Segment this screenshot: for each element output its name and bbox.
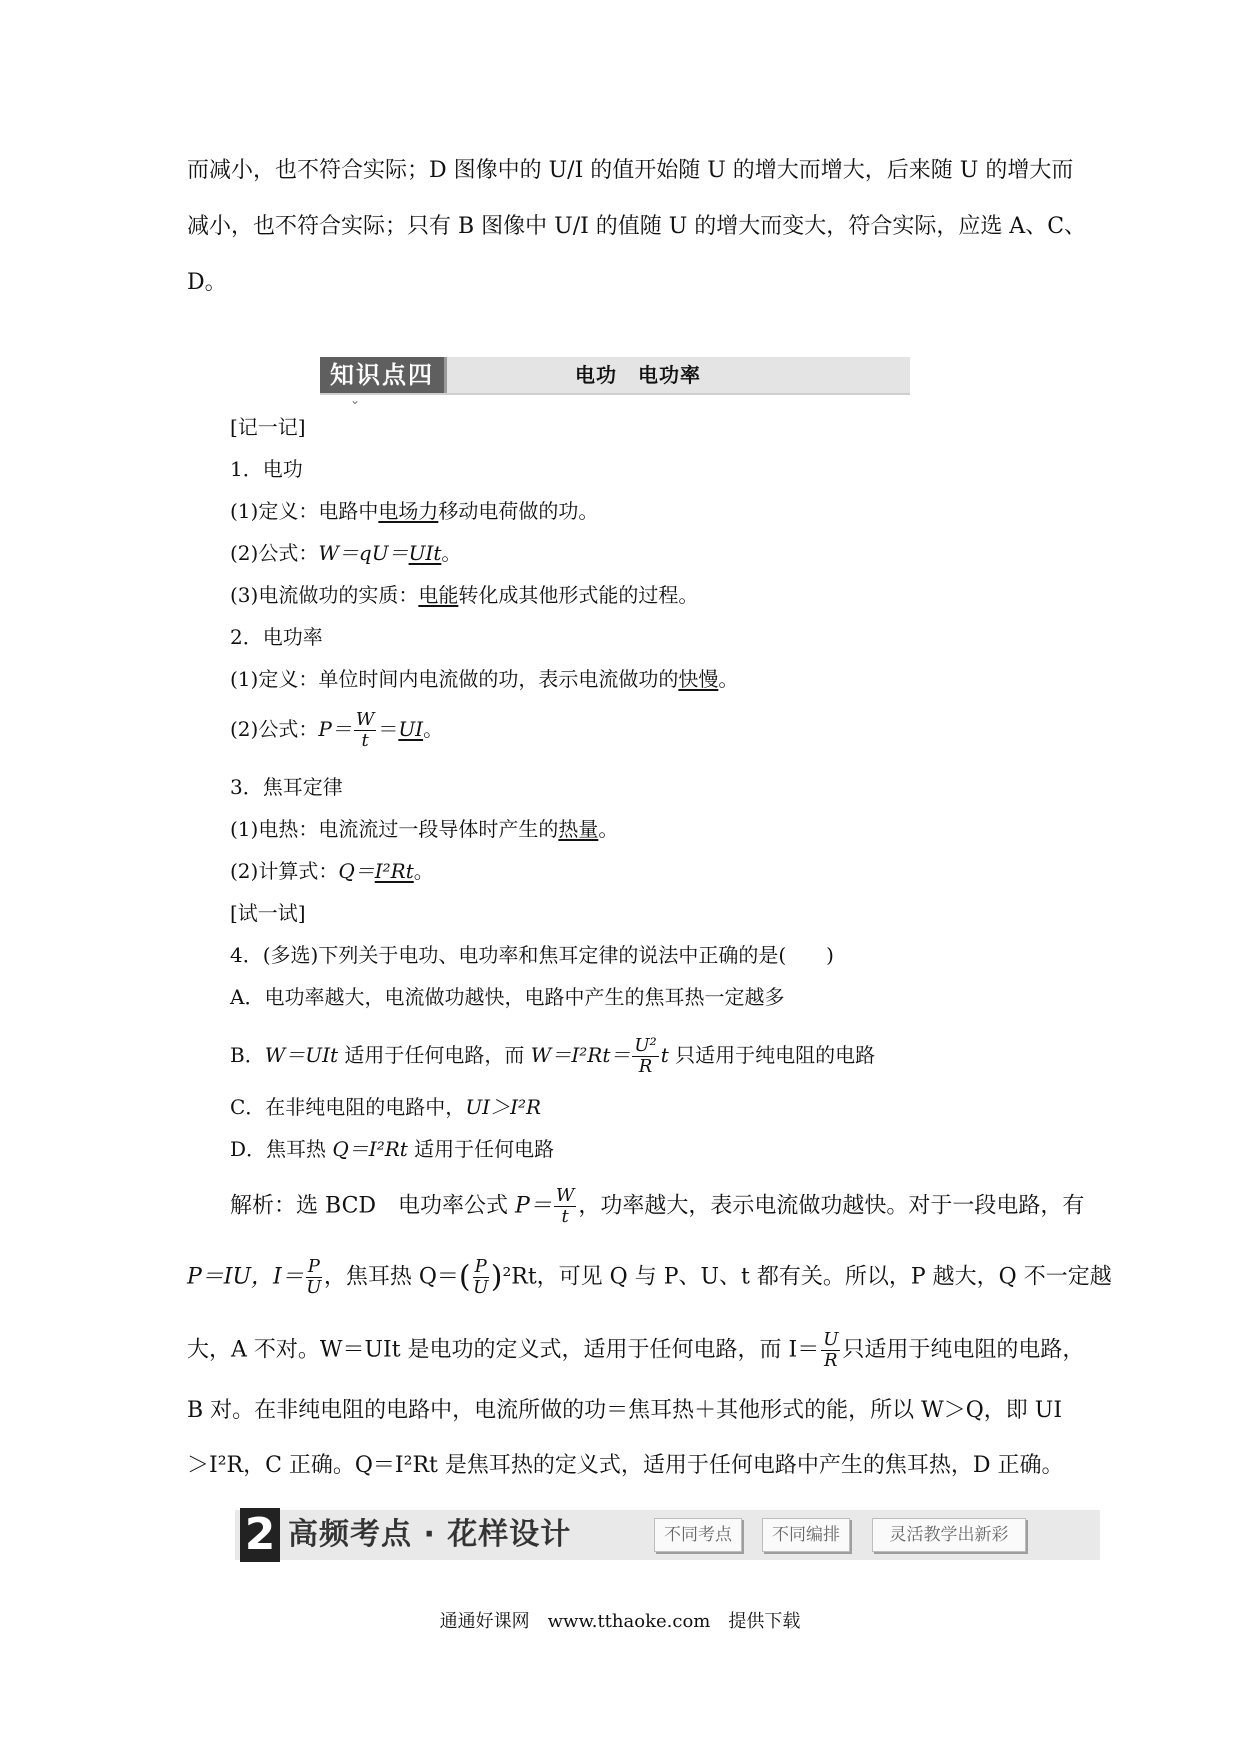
paragraph-line: 而减小，也不符合实际；D 图像中的 U/I 的值开始随 U 的增大而增大，后来随 U 的增大而	[187, 158, 1074, 183]
banner-chip: 不同考点	[654, 1518, 742, 1552]
chevron-down-icon: ⌄	[350, 393, 361, 407]
analysis-line: 解析：选 BCD 电功率公式 P＝ $\frac{W}{t}$ ，功率越大，表示电流做功越快。对于一段电路，有	[230, 1185, 1085, 1227]
option-b: B．W＝UIt 适用于任何电路，而 W＝I²Rt＝ $\frac{\text{U²}}{R}$ t 只适用于纯电阻的电路	[230, 1035, 876, 1077]
analysis-line: P＝IU，I＝ $\frac{P}{U}$ ，焦耳热 Q＝( $\frac{P}{U}$ )²Rt，可见 Q 与 P、U、t 都有关。所以，P 越大，Q 不一定越	[187, 1256, 1112, 1298]
formula-line: (2)公式：P＝ $\frac{W}{t}$ ＝UI。	[230, 709, 444, 751]
item-title: 3．焦耳定律	[230, 775, 343, 799]
paragraph-line: D。	[187, 270, 227, 295]
banner-chip: 灵活教学出新彩	[872, 1518, 1026, 1552]
fraction: $\frac{W}{t}$	[555, 1185, 575, 1227]
banner-title: 高频考点 · 花样设计	[288, 1517, 572, 1552]
heat-line: (1)电热：电流流过一段导体时产生的热量。	[230, 817, 619, 841]
subheading: [试一试]	[230, 901, 306, 925]
definition-line: (1)定义：单位时间内电流做的功，表示电流做功的快慢。	[230, 667, 739, 691]
item-title: 1．电功	[230, 457, 303, 481]
fraction: $\frac{W}{t}$	[355, 709, 375, 751]
analysis-line: B 对。在非纯电阻的电路中，电流所做的功＝焦耳热＋其他形式的能，所以 W＞Q，即 UI	[187, 1398, 1063, 1423]
fraction: $\frac{P}{U}$	[306, 1256, 322, 1298]
fraction: $\frac{U}{R}$	[823, 1329, 839, 1371]
paragraph-line: 减小，也不符合实际；只有 B 图像中 U/I 的值随 U 的增大而变大，符合实际，应选 A、C、	[187, 214, 1087, 239]
formula-line: (2)公式：W＝qU＝UIt。	[230, 541, 462, 565]
banner-chip: 不同编排	[762, 1518, 850, 1552]
question-stem: 4．(多选)下列关于电功、电功率和焦耳定律的说法中正确的是( )	[230, 943, 834, 967]
analysis-line: ＞I²R，C 正确。Q＝I²Rt 是焦耳热的定义式，适用于任何电路中产生的焦耳热，D 正确。	[187, 1453, 1064, 1478]
fraction: $\frac{P}{U}$	[473, 1256, 489, 1298]
calc-line: (2)计算式：Q＝I²Rt。	[230, 859, 434, 883]
fraction: $\frac{\text{U²}}{R}$	[634, 1035, 657, 1077]
section-tag: 知识点四	[320, 357, 447, 393]
analysis-line: 大，A 不对。W＝UIt 是电功的定义式，适用于任何电路，而 I＝ $\frac{U}{R}$ 只适用于纯电阻的电路，	[187, 1329, 1085, 1371]
subheading: [记一记]	[230, 415, 306, 439]
option-c: C．在非纯电阻的电路中，UI＞I²R	[230, 1095, 542, 1119]
banner-number: 2	[240, 1508, 280, 1562]
definition-line: (1)定义：电路中电场力移动电荷做的功。	[230, 499, 599, 523]
option-a: A．电功率越大，电流做功越快，电路中产生的焦耳热一定越多	[230, 985, 785, 1009]
item-title: 2．电功率	[230, 625, 323, 649]
option-d: D．焦耳热 Q＝I²Rt 适用于任何电路	[230, 1137, 555, 1161]
essence-line: (3)电流做功的实质：电能转化成其他形式能的过程。	[230, 583, 699, 607]
section-title: 电功 电功率	[575, 363, 701, 387]
footer-credit: 通通好课网 www.tthaoke.com 提供下载	[439, 1611, 801, 1632]
